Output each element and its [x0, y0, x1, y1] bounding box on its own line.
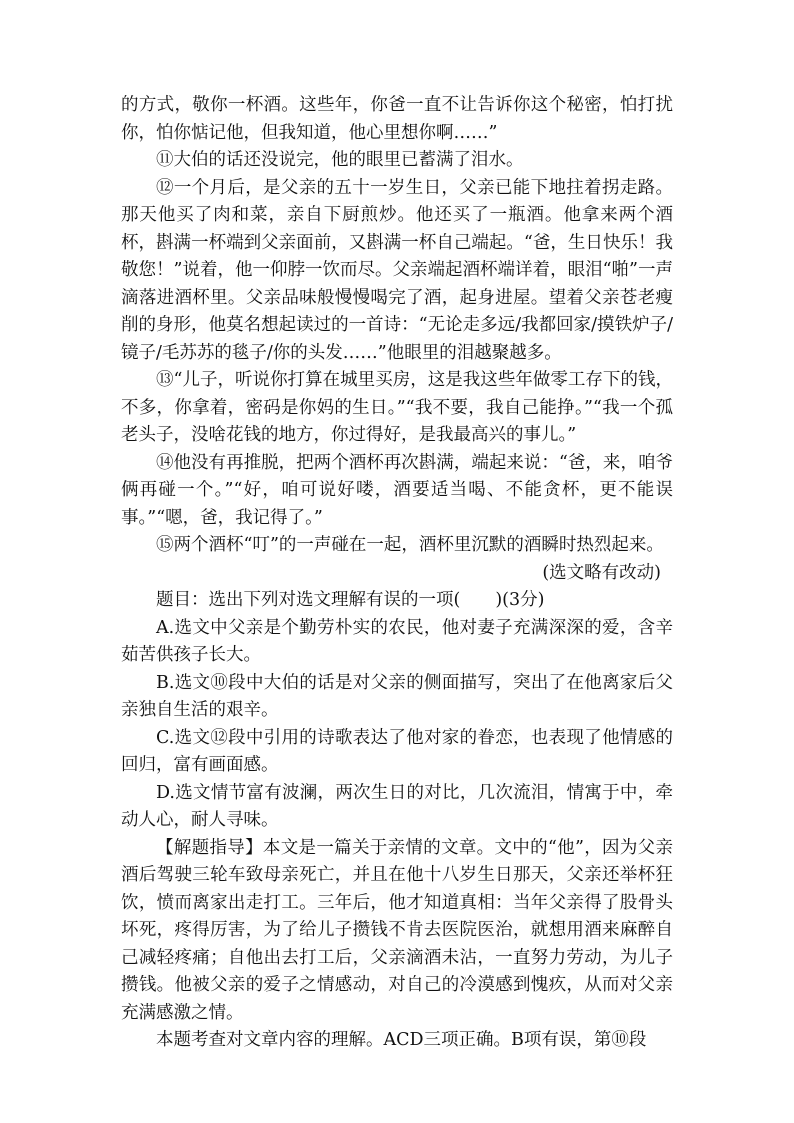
option-c: C.选文⑫段中引用的诗歌表达了他对家的眷恋，也表现了他情感的回归，富有画面感。: [121, 727, 673, 775]
source-note: (选文略有改动): [542, 562, 661, 583]
question-stem: 题目：选出下列对选文理解有误的一项( )(3分): [156, 590, 545, 610]
option-a: A.选文中父亲是个勤劳朴实的农民，他对妻子充满深深的爱，含辛茹苦供孩子长大。: [121, 617, 673, 665]
option-b: B.选文⑩段中大伯的话是对父亲的侧面描写，突出了在他离家后父亲独自生活的艰辛。: [121, 672, 673, 720]
paragraph-11: ⑪大伯的话还没说完，他的眼里已蓄满了泪水。: [156, 150, 524, 170]
paragraph-12: ⑫一个月后，是父亲的五十一岁生日，父亲已能下地拄着拐走路。那天他买了肉和菜，亲自下厨煎炒。他还买了一瓶酒。他拿来两个酒杯，斟满一杯端到父亲面前，又斟满一杯自己端起。“爸，生日快乐！我敬您！”说着，他一仰脖一饮而尽。父亲端起酒杯端详着，眼泪“啪”一声滴落进酒杯里。父亲品味般慢慢喝完了酒，起身进屋。望着父亲苍老瘦削的身形，他莫名想起读过的一首诗：“无论走多远/我都回家/摸铁炉子/镜子/毛苏苏的毯子/你的头发……”他眼里的泪越聚越多。: [121, 177, 673, 363]
solution-analysis: 本题考查对文章内容的理解。ACD三项正确。B项有误，第⑩段: [156, 1030, 647, 1050]
solution-guide: 【解题指导】本文是一篇关于亲情的文章。文中的“他”，因为父亲酒后驾驶三轮车致母亲死亡，并且在他十八岁生日那天，父亲还举杯狂饮，愤而离家出走打工。三年后，他才知道真相：当年父亲得了股骨头坏死，疼得厉害，为了给儿子攒钱不肯去医院医治，就想用酒来麻醉自己减轻疼痛；自他出去打工后，父亲滴酒未沾，一直努力劳动，为儿子攒钱。他被父亲的爱子之情感动，对自己的冷漠感到愧疚，从而对父亲充满感激之情。: [121, 837, 673, 1023]
paragraph-14: ⑭他没有再推脱，把两个酒杯再次斟满，端起来说：“爸，来，咱爷俩再碰一个。”“好，咱可说好喽，酒要适当喝、不能贪杯，更不能误事。”“嗯，爸，我记得了。”: [121, 452, 673, 528]
document-page: [121, 92, 673, 1055]
paragraph-15: ⑮两个酒杯“叮”的一声碰在一起，酒杯里沉默的酒瞬时热烈起来。: [156, 535, 664, 555]
paragraph-13: ⑬“儿子，听说你打算在城里买房，这是我这些年做零工存下的钱，不多，你拿着，密码是你妈的生日。”“我不要，我自己能挣。”“我一个孤老头子，没啥花钱的地方，你过得好，是我最高兴的事儿。”: [121, 370, 673, 445]
paragraph-continued: 的方式，敬你一杯酒。这些年，你爸一直不让告诉你这个秘密，怕打扰你，怕你惦记他，但我知道，他心里想你啊……”: [121, 95, 673, 143]
option-d: D.选文情节富有波澜，两次生日的对比，几次流泪，情寓于中，牵动人心，耐人寻味。: [121, 782, 673, 830]
